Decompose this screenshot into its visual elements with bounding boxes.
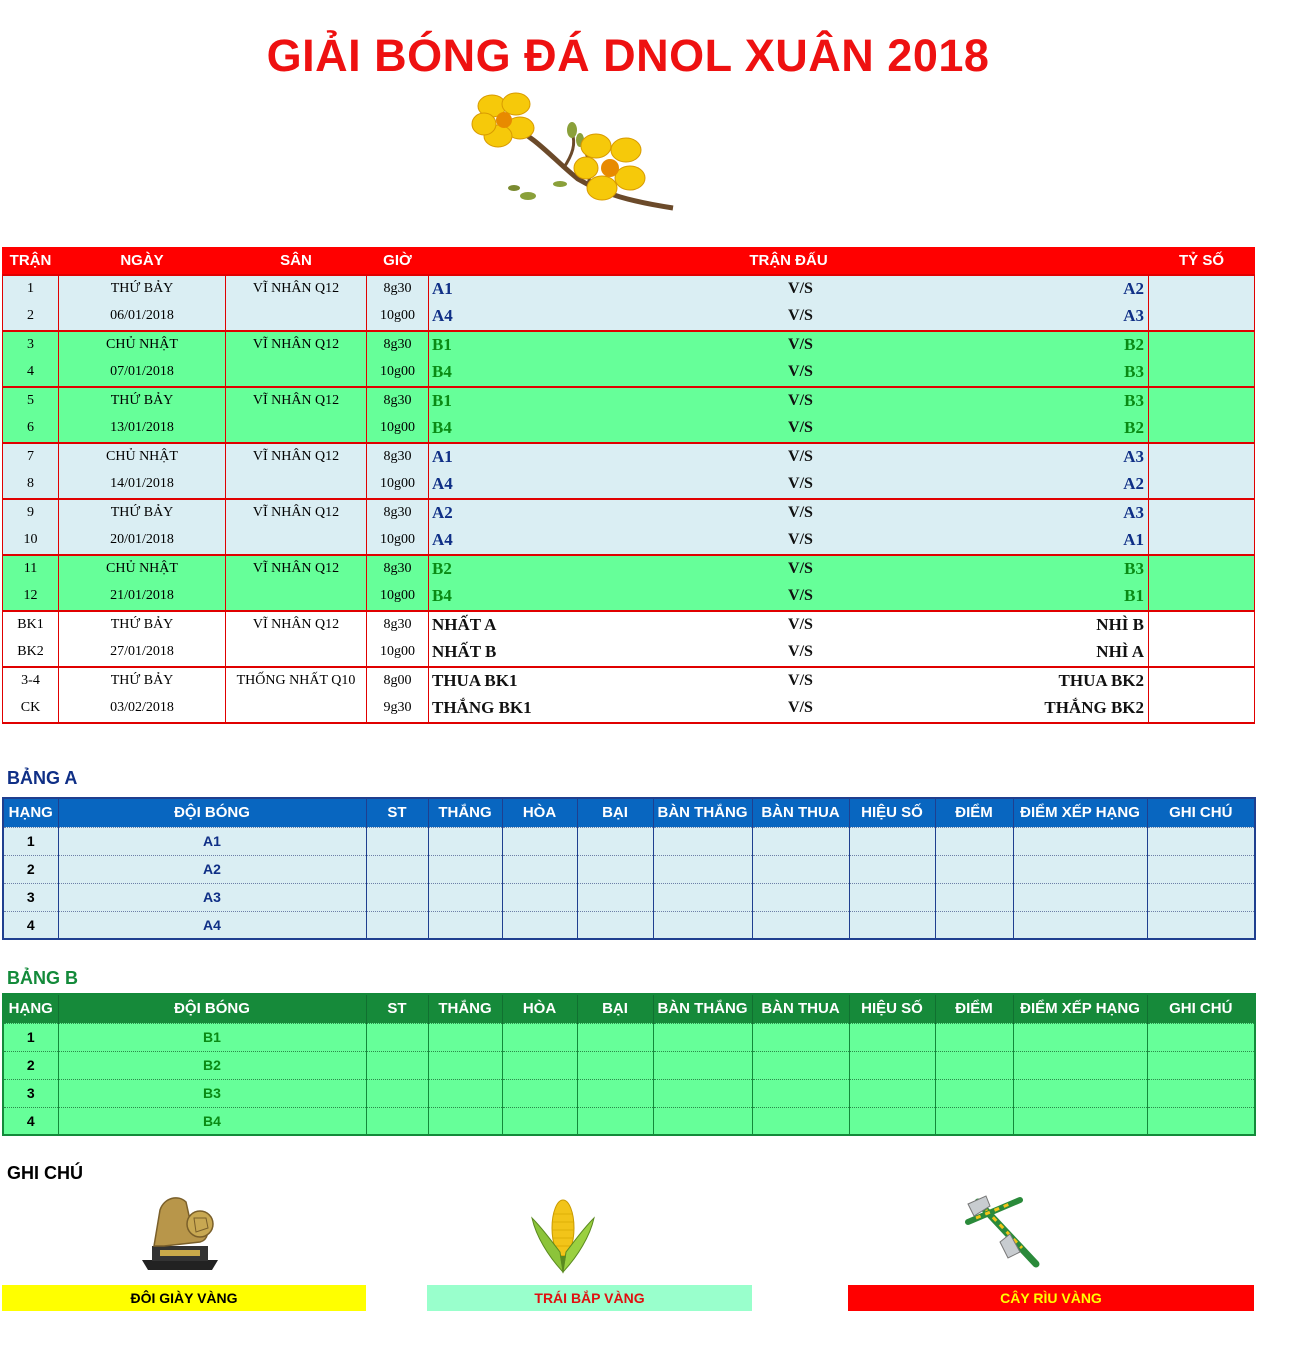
team-name: B1 <box>58 1023 366 1051</box>
match-date: 27/01/2018 <box>59 639 226 667</box>
standings-col-header: ĐIỂM <box>935 994 1013 1023</box>
match-score <box>1149 415 1255 443</box>
stat-cell <box>1147 883 1255 911</box>
home-team: B1 <box>429 387 661 415</box>
match-venue: VĨ NHÂN Q12 <box>226 331 367 359</box>
team-name: A2 <box>58 855 366 883</box>
match-number: 7 <box>3 443 59 471</box>
match-number: 11 <box>3 555 59 583</box>
match-venue <box>226 583 367 611</box>
match-date: 20/01/2018 <box>59 527 226 555</box>
match-number: 6 <box>3 415 59 443</box>
stat-cell <box>653 911 752 939</box>
stat-cell <box>653 1079 752 1107</box>
match-score <box>1149 499 1255 527</box>
stat-cell <box>1147 1051 1255 1079</box>
schedule-row <box>3 499 1255 527</box>
stat-cell <box>366 1107 428 1135</box>
group-a-header-row <box>3 798 1255 827</box>
vs-label: V/S <box>661 443 941 471</box>
match-number: BK1 <box>3 611 59 639</box>
stat-cell <box>502 1023 577 1051</box>
standings-col-header: ĐỘI BÓNG <box>58 798 366 827</box>
stat-cell <box>428 827 502 855</box>
vs-label: V/S <box>661 555 941 583</box>
schedule-row <box>3 359 1255 387</box>
away-team: THẮNG BK2 <box>941 695 1149 723</box>
match-date: 13/01/2018 <box>59 415 226 443</box>
stat-cell <box>752 1107 849 1135</box>
schedule-row <box>3 667 1255 695</box>
schedule-row <box>3 275 1255 303</box>
stat-cell <box>502 911 577 939</box>
standings-row <box>3 1107 1255 1135</box>
stat-cell <box>935 827 1013 855</box>
standings-col-header: THẮNG <box>428 798 502 827</box>
match-time: 10g00 <box>367 527 429 555</box>
standings-row <box>3 1023 1255 1051</box>
away-team: NHÌ A <box>941 639 1149 667</box>
award-golden-corn-label: TRÁI BẮP VÀNG <box>534 1290 645 1306</box>
match-number: 5 <box>3 387 59 415</box>
team-name: B2 <box>58 1051 366 1079</box>
match-time: 9g30 <box>367 695 429 723</box>
stat-cell <box>653 883 752 911</box>
home-team: B2 <box>429 555 661 583</box>
home-team: A4 <box>429 303 661 331</box>
stat-cell <box>577 1079 653 1107</box>
away-team: A3 <box>941 499 1149 527</box>
schedule-row <box>3 303 1255 331</box>
match-score <box>1149 359 1255 387</box>
standings-col-header: BÀN THẮNG <box>653 798 752 827</box>
away-team: B2 <box>941 415 1149 443</box>
vs-label: V/S <box>661 331 941 359</box>
match-score <box>1149 471 1255 499</box>
col-header-time: GIỜ <box>367 248 429 275</box>
away-team: A3 <box>941 443 1149 471</box>
match-score <box>1149 275 1255 303</box>
match-time: 10g00 <box>367 471 429 499</box>
match-venue <box>226 695 367 723</box>
home-team: NHẤT A <box>429 611 661 639</box>
match-venue: VĨ NHÂN Q12 <box>226 611 367 639</box>
golden-boot-trophy-icon <box>134 1190 226 1272</box>
home-team: B4 <box>429 415 661 443</box>
stat-cell <box>849 911 935 939</box>
golden-corn-icon <box>530 1196 596 1274</box>
stat-cell <box>1147 1107 1255 1135</box>
stat-cell <box>1147 1023 1255 1051</box>
team-name: B3 <box>58 1079 366 1107</box>
match-venue <box>226 303 367 331</box>
team-rank: 4 <box>3 911 58 939</box>
match-number: 2 <box>3 303 59 331</box>
stat-cell <box>502 1107 577 1135</box>
award-golden-axe-bar <box>848 1285 1254 1311</box>
match-score <box>1149 443 1255 471</box>
home-team: A4 <box>429 471 661 499</box>
team-name: A3 <box>58 883 366 911</box>
stat-cell <box>1147 855 1255 883</box>
stat-cell <box>752 1079 849 1107</box>
stat-cell <box>849 827 935 855</box>
match-time: 10g00 <box>367 415 429 443</box>
stat-cell <box>428 883 502 911</box>
standings-row <box>3 1079 1255 1107</box>
match-number: 4 <box>3 359 59 387</box>
match-score <box>1149 527 1255 555</box>
schedule-row <box>3 527 1255 555</box>
schedule-header-row <box>3 248 1255 275</box>
stat-cell <box>428 1051 502 1079</box>
match-date: THỨ BẢY <box>59 275 226 303</box>
team-rank: 1 <box>3 827 58 855</box>
match-score <box>1149 583 1255 611</box>
stat-cell <box>577 883 653 911</box>
vs-label: V/S <box>661 471 941 499</box>
standings-col-header: ST <box>366 994 428 1023</box>
standings-row <box>3 1051 1255 1079</box>
stat-cell <box>366 1079 428 1107</box>
match-number: CK <box>3 695 59 723</box>
match-time: 10g00 <box>367 359 429 387</box>
col-header-score: TỶ SỐ <box>1149 248 1255 275</box>
match-date: CHỦ NHẬT <box>59 443 226 471</box>
stat-cell <box>366 883 428 911</box>
match-venue: VĨ NHÂN Q12 <box>226 275 367 303</box>
stat-cell <box>935 1107 1013 1135</box>
vs-label: V/S <box>661 583 941 611</box>
col-header-match: TRẬN <box>3 248 59 275</box>
stat-cell <box>849 1051 935 1079</box>
match-venue: VĨ NHÂN Q12 <box>226 387 367 415</box>
stat-cell <box>366 855 428 883</box>
vs-label: V/S <box>661 415 941 443</box>
vs-label: V/S <box>661 387 941 415</box>
standings-col-header: BÀN THUA <box>752 994 849 1023</box>
match-score <box>1149 387 1255 415</box>
stat-cell <box>428 1079 502 1107</box>
stat-cell <box>502 855 577 883</box>
stat-cell <box>502 883 577 911</box>
stat-cell <box>577 855 653 883</box>
match-date: CHỦ NHẬT <box>59 555 226 583</box>
match-time: 10g00 <box>367 303 429 331</box>
match-date: 06/01/2018 <box>59 303 226 331</box>
standings-col-header: HẠNG <box>3 798 58 827</box>
stat-cell <box>935 911 1013 939</box>
away-team: B3 <box>941 359 1149 387</box>
stat-cell <box>752 855 849 883</box>
home-team: B4 <box>429 359 661 387</box>
match-time: 8g30 <box>367 275 429 303</box>
stat-cell <box>935 855 1013 883</box>
group-b-standings-table <box>2 993 1256 1136</box>
match-venue <box>226 527 367 555</box>
match-date: THỨ BẢY <box>59 387 226 415</box>
schedule-row <box>3 387 1255 415</box>
team-name: A4 <box>58 911 366 939</box>
standings-col-header: BẠI <box>577 798 653 827</box>
stat-cell <box>366 827 428 855</box>
away-team: B3 <box>941 555 1149 583</box>
home-team: A2 <box>429 499 661 527</box>
home-team: A1 <box>429 443 661 471</box>
stat-cell <box>1013 1107 1147 1135</box>
team-rank: 2 <box>3 1051 58 1079</box>
match-time: 10g00 <box>367 583 429 611</box>
match-number: 3-4 <box>3 667 59 695</box>
schedule-row <box>3 331 1255 359</box>
match-time: 8g30 <box>367 555 429 583</box>
vs-label: V/S <box>661 275 941 303</box>
schedule-row <box>3 471 1255 499</box>
stat-cell <box>366 1023 428 1051</box>
stat-cell <box>577 1051 653 1079</box>
col-header-date: NGÀY <box>59 248 226 275</box>
match-time: 8g30 <box>367 331 429 359</box>
standings-col-header: ĐIỂM <box>935 798 1013 827</box>
away-team: NHÌ B <box>941 611 1149 639</box>
standings-col-header: BẠI <box>577 994 653 1023</box>
standings-col-header: HIỆU SỐ <box>849 994 935 1023</box>
col-header-fixture: TRẬN ĐẤU <box>429 248 1149 275</box>
match-date: 07/01/2018 <box>59 359 226 387</box>
match-number: BK2 <box>3 639 59 667</box>
stat-cell <box>428 1107 502 1135</box>
match-date: 14/01/2018 <box>59 471 226 499</box>
match-venue <box>226 471 367 499</box>
stat-cell <box>849 883 935 911</box>
team-rank: 1 <box>3 1023 58 1051</box>
standings-row <box>3 827 1255 855</box>
home-team: THẮNG BK1 <box>429 695 661 723</box>
stat-cell <box>653 1051 752 1079</box>
group-a-standings-table <box>2 797 1256 940</box>
match-number: 1 <box>3 275 59 303</box>
match-venue: VĨ NHÂN Q12 <box>226 499 367 527</box>
award-golden-boot-bar <box>2 1285 366 1311</box>
match-date: THỨ BẢY <box>59 499 226 527</box>
award-golden-boot-label: ĐÔI GIÀY VÀNG <box>130 1290 238 1306</box>
match-schedule-table <box>2 247 1255 724</box>
match-date: 21/01/2018 <box>59 583 226 611</box>
home-team: A1 <box>429 275 661 303</box>
standings-col-header: THẮNG <box>428 994 502 1023</box>
match-date: THỨ BẢY <box>59 611 226 639</box>
match-date: CHỦ NHẬT <box>59 331 226 359</box>
match-time: 8g30 <box>367 611 429 639</box>
stat-cell <box>1013 1051 1147 1079</box>
stat-cell <box>1147 1079 1255 1107</box>
away-team: A3 <box>941 303 1149 331</box>
stat-cell <box>1013 883 1147 911</box>
stat-cell <box>428 1023 502 1051</box>
home-team: A4 <box>429 527 661 555</box>
standings-col-header: ĐỘI BÓNG <box>58 994 366 1023</box>
standings-col-header: GHI CHÚ <box>1147 994 1255 1023</box>
award-golden-corn-bar <box>427 1285 752 1311</box>
match-score <box>1149 331 1255 359</box>
standings-row <box>3 855 1255 883</box>
stat-cell <box>653 855 752 883</box>
standings-col-header: BÀN THUA <box>752 798 849 827</box>
stat-cell <box>752 911 849 939</box>
stat-cell <box>366 911 428 939</box>
standings-col-header: HÒA <box>502 994 577 1023</box>
stat-cell <box>849 1079 935 1107</box>
vs-label: V/S <box>661 303 941 331</box>
stat-cell <box>577 1023 653 1051</box>
stat-cell <box>935 1079 1013 1107</box>
home-team: THUA BK1 <box>429 667 661 695</box>
stat-cell <box>1013 1079 1147 1107</box>
match-date: THỨ BẢY <box>59 667 226 695</box>
match-venue <box>226 639 367 667</box>
stat-cell <box>849 1107 935 1135</box>
away-team: B1 <box>941 583 1149 611</box>
schedule-row <box>3 555 1255 583</box>
team-rank: 4 <box>3 1107 58 1135</box>
stat-cell <box>935 1023 1013 1051</box>
schedule-row <box>3 639 1255 667</box>
stat-cell <box>502 1079 577 1107</box>
stat-cell <box>752 1051 849 1079</box>
away-team: B2 <box>941 331 1149 359</box>
match-score <box>1149 555 1255 583</box>
match-time: 8g30 <box>367 387 429 415</box>
schedule-row <box>3 695 1255 723</box>
match-time: 8g30 <box>367 499 429 527</box>
match-number: 10 <box>3 527 59 555</box>
group-b-header-row <box>3 994 1255 1023</box>
team-name: B4 <box>58 1107 366 1135</box>
stat-cell <box>752 1023 849 1051</box>
match-time: 8g00 <box>367 667 429 695</box>
match-score <box>1149 611 1255 639</box>
schedule-row <box>3 611 1255 639</box>
stat-cell <box>1013 911 1147 939</box>
match-time: 8g30 <box>367 443 429 471</box>
vs-label: V/S <box>661 359 941 387</box>
match-score <box>1149 303 1255 331</box>
away-team: B3 <box>941 387 1149 415</box>
vs-label: V/S <box>661 527 941 555</box>
standings-col-header: ĐIỂM XẾP HẠNG <box>1013 798 1147 827</box>
stat-cell <box>653 1023 752 1051</box>
stat-cell <box>849 855 935 883</box>
standings-col-header: HIỆU SỐ <box>849 798 935 827</box>
stat-cell <box>577 827 653 855</box>
match-score <box>1149 667 1255 695</box>
stat-cell <box>502 827 577 855</box>
standings-row <box>3 883 1255 911</box>
stat-cell <box>1013 855 1147 883</box>
away-team: THUA BK2 <box>941 667 1149 695</box>
schedule-row <box>3 415 1255 443</box>
stat-cell <box>1013 1023 1147 1051</box>
team-rank: 3 <box>3 883 58 911</box>
apricot-blossom-image <box>468 84 678 214</box>
notes-title: GHI CHÚ <box>7 1163 83 1183</box>
stat-cell <box>752 883 849 911</box>
group-b-title: BẢNG B <box>7 968 78 988</box>
stat-cell <box>577 911 653 939</box>
match-date: 03/02/2018 <box>59 695 226 723</box>
stat-cell <box>935 883 1013 911</box>
home-team: B4 <box>429 583 661 611</box>
match-venue <box>226 359 367 387</box>
stat-cell <box>502 1051 577 1079</box>
vs-label: V/S <box>661 667 941 695</box>
stat-cell <box>935 1051 1013 1079</box>
match-venue: VĨ NHÂN Q12 <box>226 443 367 471</box>
home-team: NHẤT B <box>429 639 661 667</box>
home-team: B1 <box>429 331 661 359</box>
stat-cell <box>653 827 752 855</box>
vs-label: V/S <box>661 499 941 527</box>
schedule-row <box>3 583 1255 611</box>
schedule-row <box>3 443 1255 471</box>
standings-col-header: ST <box>366 798 428 827</box>
match-number: 9 <box>3 499 59 527</box>
standings-col-header: HÒA <box>502 798 577 827</box>
stat-cell <box>366 1051 428 1079</box>
team-rank: 2 <box>3 855 58 883</box>
stat-cell <box>653 1107 752 1135</box>
standings-col-header: GHI CHÚ <box>1147 798 1255 827</box>
match-number: 8 <box>3 471 59 499</box>
match-venue <box>226 415 367 443</box>
vs-label: V/S <box>661 639 941 667</box>
standings-col-header: ĐIỂM XẾP HẠNG <box>1013 994 1147 1023</box>
vs-label: V/S <box>661 695 941 723</box>
vs-label: V/S <box>661 611 941 639</box>
match-venue: VĨ NHÂN Q12 <box>226 555 367 583</box>
stat-cell <box>849 1023 935 1051</box>
group-a-title: BẢNG A <box>7 768 78 788</box>
standings-col-header: HẠNG <box>3 994 58 1023</box>
stat-cell <box>428 855 502 883</box>
standings-col-header: BÀN THẮNG <box>653 994 752 1023</box>
away-team: A1 <box>941 527 1149 555</box>
away-team: A2 <box>941 471 1149 499</box>
standings-row <box>3 911 1255 939</box>
stat-cell <box>752 827 849 855</box>
stat-cell <box>1147 911 1255 939</box>
match-score <box>1149 695 1255 723</box>
stat-cell <box>428 911 502 939</box>
stat-cell <box>1147 827 1255 855</box>
match-time: 10g00 <box>367 639 429 667</box>
away-team: A2 <box>941 275 1149 303</box>
match-number: 3 <box>3 331 59 359</box>
team-rank: 3 <box>3 1079 58 1107</box>
award-golden-axe-label: CÂY RÌU VÀNG <box>1000 1290 1102 1306</box>
match-venue: THỐNG NHẤT Q10 <box>226 667 367 695</box>
stat-cell <box>577 1107 653 1135</box>
col-header-venue: SÂN <box>226 248 367 275</box>
match-number: 12 <box>3 583 59 611</box>
stat-cell <box>1013 827 1147 855</box>
team-name: A1 <box>58 827 366 855</box>
golden-axe-icon <box>960 1192 1044 1272</box>
match-score <box>1149 639 1255 667</box>
page-title: GIẢI BÓNG ĐÁ DNOL XUÂN 2018 <box>266 30 990 81</box>
